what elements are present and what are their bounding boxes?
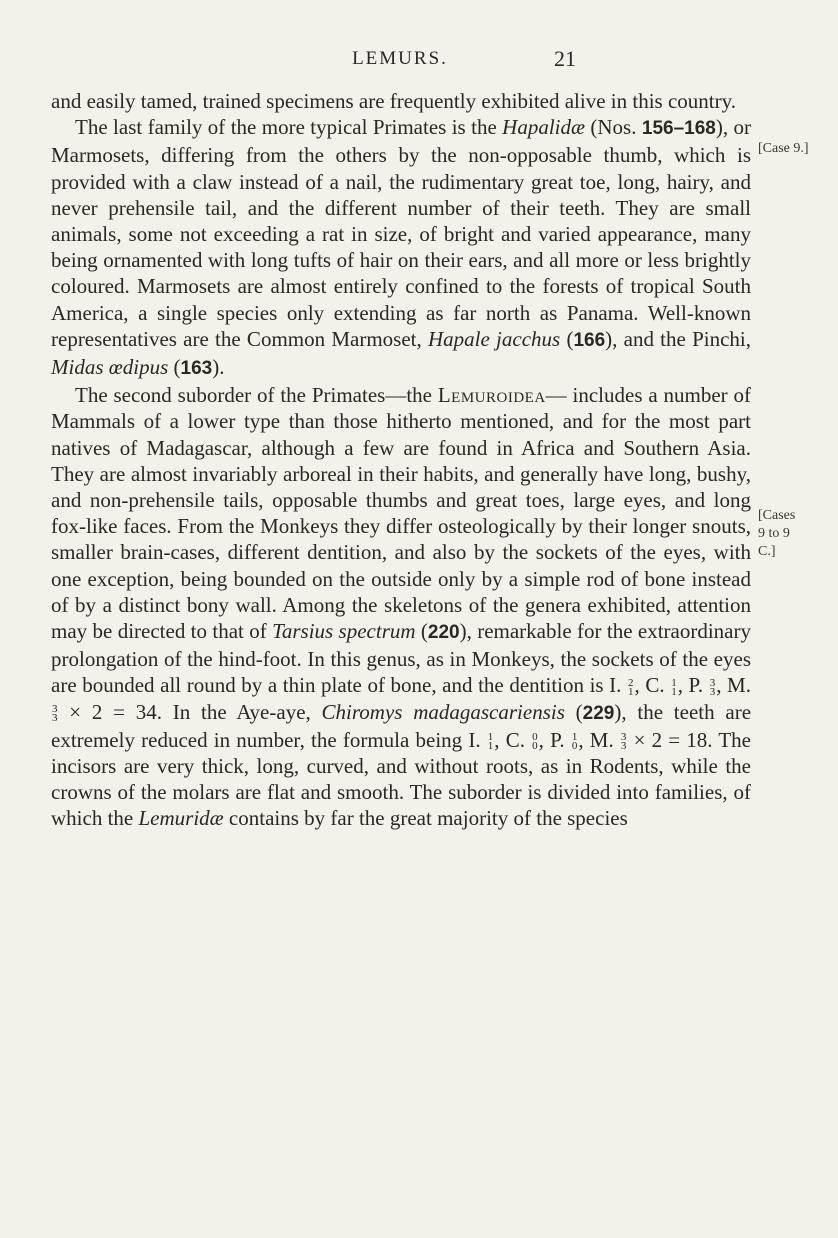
specimen-number: 163: [180, 358, 213, 380]
taxon-lemuroidea: Lemuroidea: [437, 383, 546, 408]
taxon-hapale-jacchus: Hapale jacchus: [427, 326, 561, 351]
dental-fraction: 1 0: [571, 731, 578, 753]
running-head: LEMURS.: [352, 48, 448, 69]
page-header: [0, 48, 800, 78]
body-text: [51, 88, 751, 832]
taxon-tarsius-spectrum: Tarsius spectrum: [272, 619, 416, 644]
margin-note-case-9: [Case 9.]: [758, 141, 809, 156]
paragraph-2: The last family of the more typical Primates is the Hapalidæ (Nos. 156–168), or Marmosets, differing from the others by the non-opposable thumb, which is provided with a claw instead of a nail, the rudimentary great toe, long, hairy, and never prehensile tail, and the different number of their teeth. They are small animals, some not exceeding a rat in size, of bright and varied appearance, many being ornamented with long tufts of hair on their ears, and all more or less brightly coloured. Marmosets are almost entirely confined to the forests of tropical South America, a single species only extending as far north as Panama. Well-known representatives are the Common Marmoset, Hapale jacchus (166), and the Pinchi, Midas œdipus (163).: [51, 115, 751, 380]
margin-note-cases-9-to-9c: [Cases 9 to 9 C.]: [758, 508, 796, 559]
dental-fraction: 0 0: [532, 731, 538, 753]
paragraph-1: and easily tamed, trained specimens are frequently exhibited alive in this country.: [51, 89, 736, 113]
dental-fraction: 1 1: [487, 731, 494, 753]
taxon-lemuridae: Lemuridæ: [138, 806, 224, 831]
specimen-number: 156–168: [641, 118, 716, 140]
dental-fraction: 1 1: [671, 676, 677, 698]
dental-fraction: 3 3: [620, 731, 627, 753]
taxon-hapalidae: Hapalidæ: [502, 115, 585, 140]
page-number: 21: [554, 46, 576, 71]
specimen-number: 220: [427, 622, 460, 644]
specimen-number: 166: [573, 329, 606, 351]
taxon-chiromys: Chiromys madagascariensis: [321, 699, 565, 724]
dental-fraction: 2 1: [628, 676, 634, 698]
paragraph-3: The second suborder of the Primates—the Lemuroidea— includes a number of Mammals of a lower type than those hitherto mentioned, and for the most part natives of Madagascar, although a few are found in Africa and Southern Asia. They are almost invariably arboreal in their habits, and generally have long, bushy, and non-prehensile tails, opposable thumbs and great toes, large eyes, and long fox-like faces. From the Monkeys they differ osteologically by their longer snouts, smaller brain-cases, different dentition, and also by the sockets of the eyes, with one exception, being bounded on the outside only by a simple rod of bone instead of by a distinct bony wall. Among the skeletons of the genera exhibited, attention may be directed to that of Tarsius spectrum (220), remarkable for the extraordinary prolongation of the hind-foot. In this genus, as in Monkeys, the sockets of the eyes are bounded all round by a thin plate of bone, and the dentition is I. 2 1 , C. 1 1 , P. 3 3 , M. 3 3 × 2 = 34. In the Aye-aye, Chiromys madagascariensis (229), the teeth are extremely reduced in number, the formula being I. 1 1 , C. 0 0 , P. 1 0 , M. 3 3 × 2 = 18. The incisors are very thick, long, curved, and without roots, as in Rodents, while the crowns of the molars are flat and smooth. The suborder is divided into families, of which the Lemuridæ contains by far the great majority of the species: [51, 383, 752, 831]
dental-fraction: 3 3: [52, 702, 58, 724]
taxon-midas-oedipus: Midas œdipus: [51, 355, 169, 380]
specimen-number: 229: [582, 702, 615, 724]
dental-fraction: 3 3: [709, 676, 716, 698]
